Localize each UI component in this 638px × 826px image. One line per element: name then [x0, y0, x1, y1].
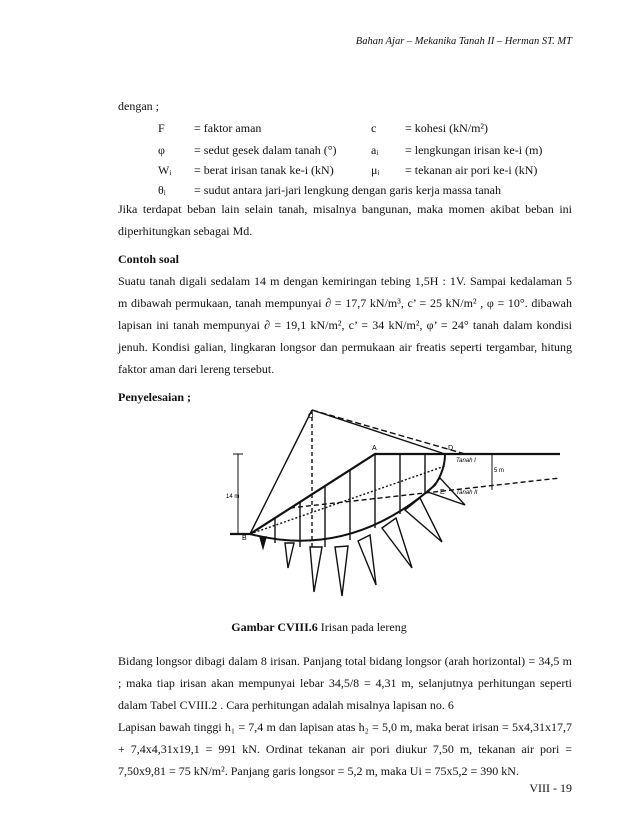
point-label: D — [448, 445, 454, 452]
def-symbol: c — [371, 121, 377, 135]
def-symbol: F — [158, 121, 165, 135]
def-symbol: θᵢ — [158, 183, 166, 197]
section-title: Contoh soal — [118, 252, 180, 266]
paragraph-line: Bidang longsor dibagi dalam 8 irisan. Panjang total bidang longsor (arah horizontal) = 34,5 m — [118, 654, 572, 668]
paragraph-line: lapisan ini tanah mempunyai ∂ = 19,1 kN/m², c’ = 34 kN/m², φ’ = 24° tanah dalam kondisi — [118, 318, 572, 332]
paragraph-line: jenuh. Kondisi galian, lingkaran longsor dan permukaan air freatis seperti tergambar, hitung — [118, 340, 572, 354]
def-symbol: Wᵢ — [158, 163, 172, 177]
def-text: = faktor aman — [194, 121, 262, 135]
running-header: Bahan Ajar – Mekanika Tanah II – Herman ST. MT — [355, 36, 572, 47]
paragraph-line: faktor aman dari lereng tersebut. — [118, 362, 275, 376]
point-label: B — [242, 535, 247, 542]
caption-text: Irisan pada lereng — [317, 620, 407, 634]
layer-label: Tanah I — [456, 458, 476, 464]
paragraph-line: m dibawah permukaan, tanah mempunyai ∂ = 17,7 kN/m³, c’ = 25 kN/m² , φ = 10°. dibawah — [118, 296, 572, 310]
paragraph-line: ; maka tiap irisan akan mempunyai lebar 34,5/8 = 4,31 m, selanjutnya perhitungan seperti — [118, 676, 572, 690]
slope-slice-diagram — [226, 410, 560, 610]
paragraph-line: Jika terdapat beban lain selain tanah, misalnya bangunan, maka momen akibat beban ini — [118, 202, 572, 216]
paragraph-line: + 7,4x4,31x19,1 = 991 kN. Ordinat tekanan air pori diukur 7,50 m, tekanan air pori = — [118, 742, 572, 756]
paragraph-line: Lapisan bawah tinggi h₁ = 7,4 m dan lapisan atas h₂ = 5,0 m, maka berat irisan = 5x4,31x17,7 — [118, 720, 572, 734]
def-text: = lengkungan irisan ke-i (m) — [405, 143, 543, 157]
def-text: = sedut gesek dalam tanah (°) — [194, 143, 337, 157]
def-text: = sudut antara jari-jari lengkung dengan garis kerja massa tanah — [194, 183, 501, 197]
point-label: A — [372, 445, 377, 452]
figure-caption — [0, 620, 638, 635]
def-symbol: μᵢ — [371, 163, 380, 177]
intro-text: dengan ; — [118, 99, 159, 113]
paragraph-line: dalam Tabel CVIII.2 . Cara perhitungan adalah misalnya lapisan no. 6 — [118, 698, 454, 712]
def-text: = kohesi (kN/m²) — [405, 121, 489, 135]
def-symbol: aᵢ — [371, 143, 379, 157]
page-number: VIII - 19 — [529, 781, 572, 795]
def-symbol: φ — [158, 143, 165, 157]
def-text: = berat irisan tanak ke-i (kN) — [194, 163, 334, 177]
paragraph-line: diperhitungkan sebagai Md. — [118, 224, 253, 238]
dimension-label: 14 m — [226, 494, 240, 500]
paragraph-line: Suatu tanah digali sedalam 14 m dengan kemiringan tebing 1,5H : 1V. Sampai kedalaman 5 — [118, 274, 572, 288]
dimension-label: 5 m — [494, 468, 505, 474]
section-title: Penyelesaian ; — [118, 390, 191, 404]
paragraph-line: 7,50x9,81 = 75 kN/m². Panjang garis longsor = 5,2 m, maka Ui = 75x5,2 = 390 kN. — [118, 764, 519, 778]
caption-label: Gambar CVIII.6 — [231, 620, 318, 634]
layer-label: Tanah II — [456, 490, 478, 496]
def-text: = tekanan air pori ke-i (kN) — [405, 163, 538, 177]
point-label: O — [308, 413, 314, 420]
point-label: E — [440, 489, 445, 496]
